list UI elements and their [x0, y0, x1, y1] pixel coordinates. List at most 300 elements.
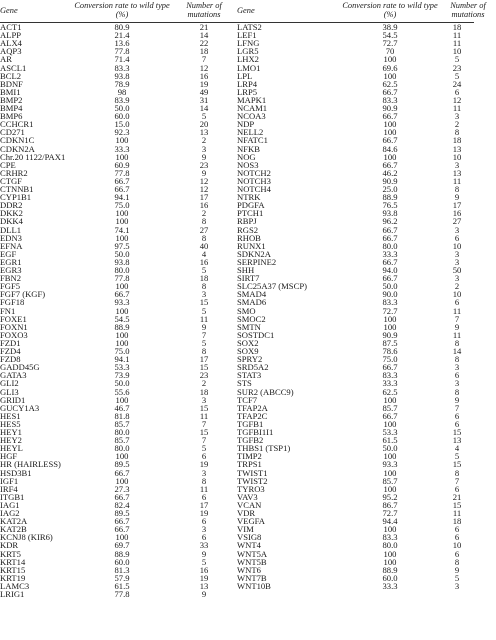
- table-row: [237, 88, 474, 96]
- gene-cell: SMOC2: [237, 313, 266, 324]
- table-row: [237, 193, 474, 201]
- mutations-cell: 11: [452, 508, 462, 518]
- mutations-cell: 16: [199, 200, 209, 211]
- table-row: [237, 493, 474, 501]
- conversion-rate-cell: 76.5: [382, 200, 398, 211]
- mutations-cell: 11: [452, 175, 462, 186]
- gene-cell: PTCH1: [237, 208, 264, 219]
- conversion-rate-cell: 81.3: [114, 564, 130, 575]
- gene-cell: ITGB1: [0, 491, 25, 502]
- mutations-cell: 50: [452, 265, 462, 275]
- mutations-cell: 3: [201, 524, 207, 535]
- conversion-rate-cell: 50.0: [114, 378, 130, 389]
- mutations-cell: 5: [201, 556, 207, 567]
- table-row: [237, 153, 474, 161]
- gene-cell: SIRT7: [237, 273, 260, 284]
- gene-cell: NOTCH4: [237, 184, 271, 194]
- conversion-rate-cell: 70: [385, 46, 395, 57]
- conversion-rate-cell: 93.8: [114, 70, 130, 81]
- mutations-cell: 8: [201, 346, 207, 356]
- mutations-cell: 9: [454, 564, 460, 575]
- mutations-cell: 5: [201, 337, 207, 348]
- conversion-rate-cell: 83.3: [382, 370, 398, 381]
- conversion-rate-cell: 66.7: [382, 135, 398, 146]
- conversion-rate-cell: 85.7: [382, 402, 398, 413]
- conversion-rate-cell: 15.0: [114, 119, 130, 130]
- table-row: [237, 145, 474, 153]
- mutations-cell: 17: [199, 354, 209, 365]
- mutations-cell: 10: [452, 289, 462, 300]
- gene-cell: LRIG1: [0, 589, 25, 599]
- table-row: [237, 509, 474, 517]
- table-row: [237, 517, 474, 525]
- mutations-cell: 8: [454, 556, 460, 567]
- gene-cell: SMAD6: [237, 297, 267, 308]
- conversion-rate-cell: 100: [383, 524, 397, 535]
- table-row: [237, 388, 474, 396]
- gene-cell: SOSTDC1: [237, 329, 275, 340]
- mutations-cell: 11: [199, 483, 209, 494]
- gene-cell: BMP6: [0, 111, 23, 122]
- conversion-rate-cell: 100: [115, 216, 129, 227]
- conversion-rate-cell: 80.0: [382, 240, 398, 251]
- mutations-cell: 8: [454, 354, 460, 365]
- mutations-cell: 11: [199, 410, 209, 421]
- conversion-rate-cell: 100: [115, 232, 129, 243]
- mutations-cell: 22: [199, 38, 209, 49]
- mutations-cell: 27: [199, 224, 209, 235]
- mutations-cell: 10: [452, 240, 462, 251]
- mutations-cell: 7: [454, 475, 460, 486]
- conversion-rate-cell: 60.0: [114, 556, 130, 567]
- mutations-cell: 5: [201, 111, 207, 122]
- mutations-cell: 23: [199, 370, 209, 381]
- mutations-cell: 49: [199, 86, 209, 97]
- conversion-rate-cell: 88.9: [382, 192, 398, 203]
- mutations-cell: 8: [454, 184, 460, 194]
- mutations-cell: 15: [199, 362, 209, 373]
- gene-cell: FGF5: [0, 281, 21, 292]
- mutations-cell: 21: [452, 491, 462, 502]
- mutations-cell: 3: [454, 159, 460, 170]
- mutations-cell: 3: [454, 580, 460, 591]
- conversion-rate-cell: 66.7: [114, 289, 130, 300]
- conversion-rate-cell: 94.0: [382, 265, 398, 275]
- gene-cell: LGR5: [237, 46, 259, 57]
- gene-cell: LMO1: [237, 62, 261, 73]
- conversion-rate-cell: 55.6: [114, 386, 130, 397]
- mutations-cell: 21: [199, 22, 209, 32]
- mutations-cell: 19: [199, 459, 209, 470]
- mutations-cell: 3: [454, 273, 460, 284]
- gene-cell: STS: [237, 378, 252, 389]
- mutations-cell: 18: [452, 516, 462, 527]
- gene-cell: KRT14: [0, 556, 26, 567]
- mutations-cell: 24: [452, 78, 462, 89]
- gene-cell: LHX2: [237, 54, 259, 65]
- conversion-rate-cell: 100: [383, 127, 397, 138]
- mutations-cell: 11: [452, 329, 462, 340]
- conversion-rate-cell: 69.6: [382, 62, 398, 73]
- conversion-rate-cell: 75.0: [114, 200, 130, 211]
- table-row: [237, 177, 474, 185]
- conversion-rate-cell: 66.7: [114, 175, 130, 186]
- table-row: [237, 404, 474, 412]
- conversion-rate-cell: 83.9: [114, 94, 130, 105]
- table-row: [237, 209, 474, 217]
- mutations-cell: 18: [452, 22, 462, 32]
- gene-cell: SLC25A37 (MSCP): [237, 281, 307, 292]
- mutations-cell: 13: [452, 167, 462, 178]
- table-row: [237, 347, 474, 355]
- mutations-cell: 6: [454, 297, 460, 308]
- conversion-rate-cell: 90.0: [382, 289, 398, 300]
- gene-cell: FZD8: [0, 354, 21, 365]
- gene-cell: NOTCH3: [237, 175, 271, 186]
- conversion-rate-cell: 87.5: [382, 337, 398, 348]
- table-row: [237, 120, 474, 128]
- conversion-rate-cell: 50.0: [382, 281, 398, 292]
- gene-cell: GATA3: [0, 370, 27, 381]
- mutations-cell: 13: [452, 435, 462, 446]
- conversion-rate-cell: 98: [117, 86, 127, 97]
- gene-cell: WNT4: [237, 540, 261, 551]
- table-row: [237, 444, 474, 452]
- mutations-cell: 9: [454, 394, 460, 405]
- conversion-rate-cell: 66.7: [114, 524, 130, 535]
- table-row: [237, 39, 474, 47]
- conversion-rate-cell: 75.0: [114, 346, 130, 356]
- mutations-cell: 8: [454, 467, 460, 478]
- table-row: [237, 72, 474, 80]
- table-row: [237, 331, 474, 339]
- mutations-cell: 16: [199, 70, 209, 81]
- gene-cell: CD271: [0, 127, 25, 138]
- conversion-rate-cell: 93.3: [382, 459, 398, 470]
- conversion-rate-cell: 60.0: [382, 572, 398, 583]
- conversion-rate-cell: 62.5: [382, 78, 398, 89]
- gene-cell: NELL2: [237, 127, 264, 138]
- mutations-cell: 8: [201, 232, 207, 243]
- mutations-cell: 9: [454, 321, 460, 332]
- gene-cell: HGF: [0, 451, 18, 462]
- mutations-cell: 11: [452, 38, 462, 49]
- conversion-rate-cell: 66.7: [382, 159, 398, 170]
- conversion-rate-cell: 100: [383, 556, 397, 567]
- gene-cell: SMAD4: [237, 289, 267, 300]
- gene-cell: HSD3B1: [0, 467, 32, 478]
- mutations-cell: 6: [454, 418, 460, 429]
- conversion-rate-cell: 100: [115, 394, 129, 405]
- mutations-cell: 8: [201, 216, 207, 227]
- conversion-rate-cell: 46.7: [114, 402, 130, 413]
- gene-cell: GADD45G: [0, 362, 40, 373]
- table-row: [237, 226, 474, 234]
- gene-cell: KCNJ8 (KIR6): [0, 532, 53, 543]
- conversion-rate-cell: 25.0: [382, 184, 398, 194]
- conversion-rate-cell: 83.3: [114, 62, 130, 73]
- gene-cell: ALPP: [0, 30, 22, 41]
- table-row: [237, 428, 474, 436]
- gene-cell: WNT6: [237, 564, 261, 575]
- header-gene-left: Gene: [0, 6, 18, 15]
- mutations-cell: 33: [199, 540, 209, 551]
- gene-cell: FBN2: [0, 273, 22, 284]
- table-row: [237, 185, 474, 193]
- mutations-cell: 10: [452, 151, 462, 162]
- table-row: [237, 64, 474, 72]
- table-row: [237, 112, 474, 120]
- table-row: [237, 161, 474, 169]
- gene-cell: TIMP2: [237, 451, 262, 462]
- gene-cell: RHOB: [237, 232, 261, 243]
- header-mutations-left: Number of mutations: [186, 1, 222, 19]
- mutations-cell: 3: [201, 289, 207, 300]
- mutations-cell: 2: [454, 281, 460, 292]
- conversion-rate-cell: 66.7: [114, 184, 130, 194]
- conversion-rate-cell: 54.5: [382, 30, 398, 41]
- table-row: [237, 201, 474, 209]
- mutations-cell: 2: [201, 208, 207, 219]
- mutations-cell: 16: [199, 256, 209, 267]
- gene-cell: FOXE1: [0, 313, 27, 324]
- table-row: [237, 460, 474, 468]
- gene-cell: HES5: [0, 418, 21, 429]
- gene-cell: CPE: [0, 159, 16, 170]
- mutations-cell: 3: [454, 362, 460, 373]
- conversion-rate-cell: 100: [383, 151, 397, 162]
- mutations-cell: 7: [454, 402, 460, 413]
- mutations-cell: 40: [199, 240, 209, 251]
- table-row: [237, 485, 474, 493]
- table-row: [0, 590, 236, 598]
- conversion-rate-cell: 33.3: [114, 143, 130, 154]
- conversion-rate-cell: 50.0: [382, 443, 398, 454]
- table-row: [237, 363, 474, 371]
- gene-cell: IGF1: [0, 475, 19, 486]
- gene-cell: LRP5: [237, 86, 258, 97]
- conversion-rate-cell: 100: [383, 451, 397, 462]
- conversion-rate-cell: 100: [115, 208, 129, 219]
- conversion-rate-cell: 85.7: [114, 435, 130, 446]
- conversion-rate-cell: 90.9: [382, 175, 398, 186]
- gene-cell: LFNG: [237, 38, 260, 49]
- conversion-rate-cell: 77.8: [114, 167, 130, 178]
- gene-cell: VEGFA: [237, 516, 266, 527]
- gene-cell: NCOA3: [237, 111, 266, 122]
- conversion-rate-cell: 50.0: [114, 248, 130, 259]
- gene-cell: AR: [0, 54, 12, 65]
- gene-cell: VAV3: [237, 491, 258, 502]
- mutations-cell: 27: [452, 216, 462, 227]
- gene-cell: ACT1: [0, 22, 22, 32]
- mutations-cell: 5: [454, 451, 460, 462]
- conversion-rate-cell: 97.5: [114, 240, 130, 251]
- mutations-cell: 6: [201, 532, 207, 543]
- conversion-rate-cell: 100: [383, 483, 397, 494]
- mutations-cell: 19: [199, 508, 209, 518]
- conversion-rate-cell: 100: [115, 329, 129, 340]
- mutations-cell: 9: [201, 589, 207, 599]
- table-row: [237, 104, 474, 112]
- gene-cell: SUR2 (ABCC9): [237, 386, 294, 397]
- gene-cell: BCL2: [0, 70, 22, 81]
- conversion-rate-cell: 100: [383, 418, 397, 429]
- gene-cell: ASCL1: [0, 62, 27, 73]
- conversion-rate-cell: 72.7: [382, 508, 398, 518]
- mutations-cell: 9: [201, 151, 207, 162]
- header-mutations-right: Number of mutations: [450, 1, 486, 19]
- mutations-cell: 23: [452, 62, 462, 73]
- mutations-cell: 11: [452, 30, 462, 41]
- mutations-cell: 13: [199, 580, 209, 591]
- conversion-rate-cell: 100: [383, 70, 397, 81]
- gene-cell: FOXO3: [0, 329, 28, 340]
- mutations-cell: 17: [199, 499, 209, 510]
- gene-cell: NOS3: [237, 159, 259, 170]
- conversion-rate-cell: 80.0: [114, 427, 130, 437]
- gene-cell: STAT3: [237, 370, 262, 381]
- table-row: [237, 566, 474, 574]
- mutations-cell: 5: [201, 265, 207, 275]
- gene-cell: EGR3: [0, 265, 22, 275]
- gene-cell: SDKN2A: [237, 248, 271, 259]
- mutations-cell: 7: [201, 329, 207, 340]
- mutations-cell: 7: [201, 54, 207, 65]
- mutations-cell: 7: [454, 313, 460, 324]
- gene-cell: VIM: [237, 524, 254, 535]
- gene-cell: CDKN1C: [0, 135, 35, 146]
- gene-cell: BMP4: [0, 103, 23, 113]
- conversion-rate-cell: 83.3: [382, 94, 398, 105]
- gene-cell: DDR2: [0, 200, 23, 211]
- mutations-cell: 6: [454, 410, 460, 421]
- gene-cell: IAG2: [0, 508, 20, 518]
- conversion-rate-cell: 96.2: [382, 216, 398, 227]
- conversion-rate-cell: 83.3: [382, 532, 398, 543]
- mutations-cell: 5: [201, 305, 207, 316]
- gene-cell: SPRY2: [237, 354, 263, 365]
- conversion-rate-cell: 66.7: [382, 256, 398, 267]
- gene-cell: SOX9: [237, 346, 259, 356]
- mutations-cell: 3: [454, 378, 460, 389]
- mutations-cell: 8: [454, 127, 460, 138]
- gene-cell: TFAP2C: [237, 410, 268, 421]
- conversion-rate-cell: 100: [115, 532, 129, 543]
- table-row: [237, 412, 474, 420]
- mutations-cell: 5: [201, 443, 207, 454]
- gene-cell: AQP3: [0, 46, 22, 57]
- conversion-rate-cell: 100: [383, 54, 397, 65]
- conversion-rate-cell: 74.1: [114, 224, 130, 235]
- mutations-cell: 11: [452, 305, 462, 316]
- mutations-cell: 5: [454, 54, 460, 65]
- gene-cell: HEYL: [0, 443, 23, 454]
- gene-cell: HEY1: [0, 427, 22, 437]
- mutations-cell: 15: [199, 427, 209, 437]
- conversion-rate-cell: 66.7: [382, 232, 398, 243]
- gene-cell: THBS1 (TSP1): [237, 443, 291, 454]
- table-row: [237, 55, 474, 63]
- conversion-rate-cell: 100: [115, 151, 129, 162]
- gene-cell: DLL1: [0, 224, 22, 235]
- mutations-cell: 15: [452, 427, 462, 437]
- conversion-rate-cell: 100: [383, 548, 397, 559]
- conversion-rate-cell: 27.3: [114, 483, 130, 494]
- gene-cell: WNT7B: [237, 572, 267, 583]
- conversion-rate-cell: 81.8: [114, 410, 130, 421]
- table-row: [237, 501, 474, 509]
- mutations-cell: 23: [199, 159, 209, 170]
- mutations-cell: 8: [201, 281, 207, 292]
- table-row: [237, 136, 474, 144]
- mutations-cell: 16: [452, 208, 462, 219]
- mutations-cell: 3: [454, 248, 460, 259]
- gene-cell: LEF1: [237, 30, 257, 41]
- conversion-rate-cell: 85.7: [382, 475, 398, 486]
- mutations-cell: 19: [199, 572, 209, 583]
- conversion-rate-cell: 66.7: [382, 273, 398, 284]
- mutations-cell: 2: [201, 135, 207, 146]
- conversion-rate-cell: 89.5: [114, 508, 130, 518]
- gene-cell: FGF18: [0, 297, 25, 308]
- conversion-rate-cell: 72.7: [382, 305, 398, 316]
- table-row: [237, 234, 474, 242]
- mutations-cell: 10: [452, 46, 462, 57]
- conversion-rate-cell: 33.3: [382, 580, 398, 591]
- table-row: [237, 550, 474, 558]
- mutations-cell: 6: [454, 370, 460, 381]
- table-row: [237, 23, 474, 31]
- mutations-cell: 15: [452, 459, 462, 470]
- table-row: [237, 396, 474, 404]
- conversion-rate-cell: 66.7: [382, 362, 398, 373]
- conversion-rate-cell: 94.4: [382, 516, 398, 527]
- gene-cell: ALX4: [0, 38, 22, 49]
- gene-cell: TYRO3: [237, 483, 265, 494]
- conversion-rate-cell: 46.2: [382, 167, 398, 178]
- mutations-cell: 3: [454, 224, 460, 235]
- conversion-rate-cell: 89.5: [114, 459, 130, 470]
- gene-cell: BMI1: [0, 86, 21, 97]
- conversion-rate-cell: 66.7: [382, 86, 398, 97]
- mutations-cell: 16: [199, 564, 209, 575]
- gene-cell: WNT10B: [237, 580, 271, 591]
- conversion-rate-cell: 85.7: [114, 418, 130, 429]
- mutations-cell: 8: [201, 475, 207, 486]
- table-row: [237, 582, 474, 590]
- gene-cell: SHH: [237, 265, 255, 275]
- conversion-rate-cell: 73.9: [114, 370, 130, 381]
- mutations-cell: 14: [199, 30, 209, 41]
- conversion-rate-cell: 77.8: [114, 46, 130, 57]
- conversion-rate-cell: 69.7: [114, 540, 130, 551]
- table-row: [237, 541, 474, 549]
- conversion-rate-cell: 80.9: [114, 22, 130, 32]
- table-row: [237, 258, 474, 266]
- gene-cell: IAG1: [0, 499, 20, 510]
- gene-cell: NTRK: [237, 192, 261, 203]
- mutations-cell: 6: [454, 532, 460, 543]
- gene-cell: WNT5B: [237, 556, 267, 567]
- gene-cell: NOTCH2: [237, 167, 271, 178]
- gene-cell: LPL: [237, 70, 253, 81]
- gene-cell: RUNX1: [237, 240, 266, 251]
- table-row: [237, 128, 474, 136]
- gene-cell: VSIG8: [237, 532, 262, 543]
- mutations-cell: 18: [199, 46, 209, 57]
- mutations-cell: 15: [199, 402, 209, 413]
